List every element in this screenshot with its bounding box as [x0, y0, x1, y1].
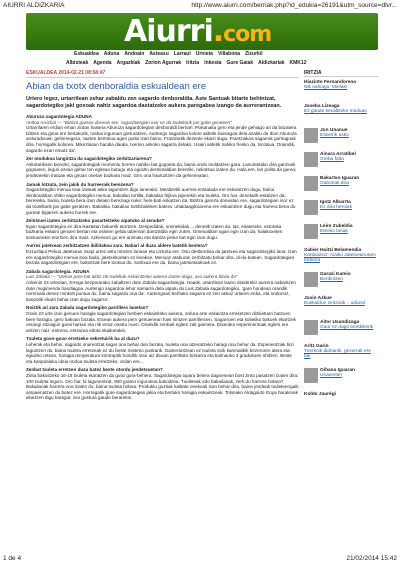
section-paragraph: Azkenin 23 urteotan, Errega bezperarako zabaltzen dute Zabala sagardotegia. Haatik, urtarrilean baino oktabrekir aurrera nabaritzen dute mugimendu handiagoa. Aurtengo sagardoa lehor samarra dela aipatu du Luis Zabala sagardotegiko, 'gare hondean orandik nornmala denez minkolt puntua du, baina sagardo ona da'. Aurtengoan berbako sagarra ez zen askoz urtaren erdia, eta ondorioz, kanpotik ekarri behar izan dugu sagarra'. [26, 280, 296, 302]
section-paragraph: Sagardotegiko menua tixia izateak asko laguntzen digu lanerako. Mealtzetik aurrera entsalada ere eskaintzen dugu, baina denboraldian ohiko sagardotegiko menua: bakailao tortilla, bakailao frijitua piperekin eta txuleta. Oro har, denetarik eskatzen da; bereseka, baina, txuleta bera izan delako bereziagi nuke; hein-bati eskatzen da. Bizitza gareza doneatan ere, sagardotegian inor ez da txuleltarik jan gabe geratzen. Bakaikia, bakailao tortiltzaileken batera, urtaldaagikoarena ere eskaintzen dugu eta harrera bena du gurean bigarren aukera horrek ere. [26, 187, 296, 215]
author-name[interactable]: Igotz Albarrta [320, 200, 351, 205]
print-header [3, 2, 397, 11]
nav-item-larraul[interactable]: Larraul [173, 51, 191, 57]
author-text [304, 248, 378, 263]
article-section [26, 336, 299, 364]
section-heading: Zeintzuei izaten zerbitzatzeko pasartetzeko aipatuko al zenuke? [26, 218, 165, 224]
article-section [26, 218, 299, 240]
author-article-link[interactable]: Gabonak dira [320, 181, 349, 186]
section-paragraph: Lehenik eta behin, sagardo onarentzat sagar ona behar den bezala, txuleta ona atzeratzeko haragi ona behar da. Esperientziak bizi laguntzen du, baina txuleta erretzeak ez du beste misterio puskarik. Gainerantzean ez txuleta onik kanmatikik bezeroren atera eta egiazko urtean, haragia temperatura kontraptik hondrik izan aiz deuan parrillako bizkarra eta kalmaoko 3 gradukoen ohitzen. Beste eta kanpoaluko ideia ondoa txuleta erretzeko, ordan ere... [26, 341, 294, 364]
author-photo [304, 368, 318, 383]
author-name[interactable]: Koldo Jaurégi [304, 392, 336, 397]
section-paragraph: Zinta bakoitzeko 16-18 txuleta etaratzen da gutxi gora-behera. Sagardotegia txpara betera dagoenean bost zinta pasatzen izaten dira: 100 txuleta inguru. Oro har, bi lagunentzat, 900 gramo ingurukoa bakoitzea. Txuleteak edo bakailaoak, zerk du harrera hobea? [26, 372, 299, 384]
author-text [320, 368, 376, 378]
section-paragraph: Egun sagardotegira ez dira ikastetan bakarrik etortzen. Despedidak, ominekidak..., denetik izaten da. Iaz, esaterako, estotoka bazkaria eskaini genuen bertan eta osloten gelda tabernari dantzaldia egin zuten. Omenaldian ugari egin izan da; halakoxeten sonluanekin etortzen dira maiz. Azkeneon gu ere animatu eta dantza pinka bat egin izan dugu. [26, 223, 283, 240]
article-section [26, 243, 299, 265]
nav-item-eskualdea[interactable]: Eskualdea [74, 51, 99, 57]
article-section [26, 305, 299, 333]
article-body [26, 114, 299, 401]
print-header-title: AIURRI ALDIZKARIA [3, 2, 65, 9]
section-heading: Jamak lotzuta, zein jakik du harreeraik berezena? [26, 181, 134, 187]
nav-item-inkesta[interactable]: Inkesta [204, 60, 222, 66]
site-logo[interactable]: Aiurri.com [124, 14, 272, 49]
author-photo [304, 152, 318, 167]
article-title: Abian da txotx denboraldia eskualdean ere [26, 81, 207, 92]
author-name[interactable]: Bakartxo Iguaran [320, 176, 360, 181]
author-article-link[interactable]: Kanbiazioz: Aiaiko Jatetxeanunen trebeza [304, 253, 376, 263]
author-entry[interactable] [304, 392, 378, 413]
nav-item-zizurkil[interactable]: Zizurkil [245, 51, 263, 57]
section-heading: Txuleta goxo-goxo erretzeko sekretuirik ba al duzu? [26, 336, 140, 342]
author-text [320, 200, 376, 210]
page-content [26, 13, 378, 553]
author-article-link[interactable]: Gaur ez dago bentkileirik [320, 325, 374, 330]
nav-item-albisteak[interactable]: Albisteak [66, 60, 89, 66]
nav-item-villabona[interactable]: Villabona [217, 51, 241, 57]
section-paragraph: Askotarikoen berezki, sagardotegiak momentu horren nahiko bat gogoeta da, baina ondo moldatzen gara. Lanuntetako dira ganzuek gogoaren, leguri ezean gehar ten egitean batugu eta egiazki denboraldian bereziki, nekotsua izaten da. Hala ere, lan polita da gurea; jendearekin tratuan eta giroan onetan bazkara maiz. Giro ona hautuztzen da gehieneatan. [26, 161, 297, 178]
author-entry[interactable] [304, 104, 378, 125]
author-text [320, 272, 376, 282]
author-name[interactable]: Aritz Garin [304, 344, 329, 349]
author-entry[interactable] [304, 80, 378, 101]
author-text [304, 296, 378, 306]
section-heading: Aburuza sagardotegia ADUNA [26, 114, 92, 119]
author-text [320, 152, 376, 162]
nav-item-kmk12[interactable]: KMK12 [289, 60, 307, 66]
author-entry[interactable] [304, 320, 378, 341]
section-heading: Zabala sagardotegia. ADUNA [26, 268, 90, 274]
author-text [304, 344, 378, 359]
nav-item-zorion-agurrak[interactable]: Zorion Agurrak [145, 60, 182, 66]
author-name[interactable]: Ainara Arratibel [320, 152, 356, 157]
section-heading: Noiztik ari zara Zabala sagardotegiko parrillero lanetan? [26, 305, 149, 311]
section-heading: Aurrez jatetxean zerbitzatzen ibiliitakoa zara. Nabari al duzu aldere batetik bestera? [26, 243, 208, 249]
author-entry[interactable] [304, 128, 378, 149]
author-text [320, 128, 376, 138]
author-name[interactable]: Joxin Azkue [304, 296, 332, 301]
article-lead: Urtero legez, urtarrilean zehar zabaldu zen sagardo denboraldia. Aste Santuak bitarte behintzat, sagardotegiko jaki goxoak nahiz sagardoa dastatzeko aukera paregabea izango da aurrerantzean. [26, 96, 282, 109]
section-paragraph: Bakailaoak harrera ona izaten du, baina txuleta hobea. Produktu guztiak kalitate onekoak izan behar dira, baina jendeak txuleteengaik ampaenatzen du batez ere. Horregatik gure sagardotegian jakia eta bertako haragia eskaintzeak. Tolosako Aldagoido Goya harakinak ekartzen digu haragia; oso gustura gaude berarekin. [26, 384, 299, 401]
article [26, 70, 299, 404]
author-photo [304, 272, 318, 287]
author-name[interactable]: Joxeba Lizeaga [304, 104, 340, 109]
nav-item-argazkiak[interactable]: Argazkiak [116, 60, 141, 66]
author-list [304, 80, 378, 413]
author-article-link[interactable]: Nik nahiago: Mielak! [304, 85, 348, 90]
author-article-link[interactable]: Berdintzen [320, 277, 343, 282]
author-photo [304, 224, 318, 239]
print-footer [3, 555, 397, 564]
author-text [320, 224, 376, 234]
author-name[interactable]: Oihana Iguaran [320, 368, 355, 373]
author-article-link[interactable]: Eskerrik asko [320, 133, 349, 138]
nav-item-aduna[interactable]: Aduna [103, 51, 120, 57]
author-entry[interactable] [304, 152, 378, 173]
author-entry[interactable] [304, 344, 378, 365]
article-section [26, 114, 299, 153]
section-heading: Zenbat txuleta erretzen duzu batez beste otordu jendetsuetan? [26, 367, 163, 373]
author-photo [304, 128, 318, 143]
nav-item-andoain[interactable]: Andoain [124, 51, 145, 57]
author-article-link[interactable]: Unavente! [320, 373, 342, 378]
author-article-link[interactable]: Greba falta [320, 157, 344, 162]
author-name[interactable]: Hiazinto Fernandorena [304, 80, 356, 85]
author-article-link[interactable]: Txerkoik didnanik, gezurrak ere bai [304, 349, 371, 359]
page-number: 1 de 4 [3, 555, 22, 562]
author-entry[interactable] [304, 272, 378, 293]
author-entry[interactable] [304, 296, 378, 317]
author-article-link[interactable]: Euskaldun zintzoak... udazal [304, 301, 365, 306]
nav-item-urnieta[interactable]: Urnieta [195, 51, 213, 57]
author-text [320, 176, 376, 186]
article-section [26, 156, 299, 178]
author-name[interactable]: Jon Unanue [320, 128, 348, 133]
section-heading: Zer modukoa langintza da sagardotegiko zerbitzariarena? [26, 156, 152, 162]
author-name[interactable]: Leire Zubeldia [320, 224, 353, 229]
nav-sections [26, 59, 378, 68]
author-name[interactable]: Garazi Kamio [320, 272, 351, 277]
author-photo [304, 176, 318, 191]
author-photo [304, 320, 318, 335]
author-text [304, 392, 378, 397]
author-article-link[interactable]: Ez dira heroiak [320, 205, 352, 210]
sidebar-opinion [304, 70, 378, 413]
section-quote: Anttoa Arrizbal — "Bizitza gareza donean ere, sagardotegian inor ez da txuleltarik jan gabe gerateen" [26, 119, 232, 125]
site-banner [26, 13, 378, 50]
print-timestamp: 21/02/2014 15:42 [346, 555, 397, 562]
author-article-link[interactable]: Ez gaude kexaltzeko moduan [304, 109, 367, 114]
author-name[interactable]: Aitor Usandizaga [320, 320, 360, 325]
author-text [304, 104, 378, 114]
article-section [26, 367, 299, 401]
nav-item-iritzia[interactable]: Iritzia [186, 60, 200, 66]
author-entry[interactable] [304, 248, 378, 269]
nav-item-aldizkariak[interactable]: Aldizkariak [258, 60, 285, 66]
sidebar-header: IRITZIA [304, 70, 378, 77]
author-entry[interactable] [304, 200, 378, 221]
print-header-url[interactable]: http://www.aiurri.com/berriak.php?id_edukia=26191&utm_source=dlvr... [191, 2, 397, 9]
author-name[interactable]: Xabier Huitzi Belamendia [304, 248, 362, 253]
nav-item-gure-gaiak[interactable]: Gure Gaiak [226, 60, 254, 66]
article-date: ESKUALDEA 2014-02-21 08:58:47 [26, 70, 299, 78]
author-entry[interactable] [304, 224, 378, 245]
nav-item-asteasu[interactable]: Asteasu [149, 51, 169, 57]
nav-item-agenda[interactable]: Agenda [93, 60, 112, 66]
article-section [26, 269, 299, 303]
section-paragraph: Orain 23 urte izan genuen haragia sagardotegian berbien eskainiteko aukera, ordura arte eskaintza erreketzen dizkietuen batzuen bere haragia, gero bakoan bozala. Etxean aukera pern genuenean hasi nintzen parrilleroen. Sagarroen eta solasiko bakoek ekartzek omangi zitzaigun garai hartan eta nik erraz onartu nuen. Oraindik zenbait egiten zait gaimera. Etxerako esperimentuak egiten ere aritzen naiz: entrena, entzuma edota ekaikerakin. [26, 311, 296, 333]
author-entry[interactable] [304, 368, 378, 389]
author-text [304, 80, 378, 90]
section-paragraph: Urtarrilaren erdian eman ziotan hasiera Aburuza sagardotegian denboraldi berriari. Pixkanaka gero eta jende gehiago ari da bazatera biltzen eta giroa ere bertakorik, mahai inguruan gorturatzen. Aurtengo sagardoa kolore aldetik iluxeagoa dela azaldu du Ibon Aburuza arduradunak, gehienegera, 'aurten bertokoa ageri guttxi izan baino, Frantziatik dezente ekarri dugu. Frantziakoa sagarrak gorriagoak dira, horregatik kolorea. Mikeztasun handia dauka, txerino askoko sagarra delako. Usain aldetik nahiko fresko da, lorotsua. Oraindik, sagardo ezan ematz da'. [26, 125, 297, 153]
article-section [26, 182, 299, 216]
section-paragraph: Ezzuztiqui Pekuu Jatetxean zazpi urtez aritu nintzen lanean eta Uzturta ere. Oso desberdina da jatetxea eta sagardotegiko lana. Izan ere sagardotegiko menua itxia bada, jatetxekoetan ez lexakoe. Menuaz ataburan zerbitzatu behar dira, di-da batean. Sagardotegian bezala sagardotegian ere, bakoitzak bere txokoa du. Saritxua ere da, baina jatetxetaokoak ez. [26, 249, 297, 266]
author-photo [304, 200, 318, 215]
author-entry[interactable] [304, 176, 378, 197]
author-text [320, 320, 376, 330]
section-quote: Luis Zabala — "Urtean pare bat aldiz ziti txuleltak eskaintzeko aukera izaten dugu, oso aukera bitxia da" [26, 274, 238, 280]
author-article-link[interactable]: Eteeko lanak [320, 229, 348, 234]
